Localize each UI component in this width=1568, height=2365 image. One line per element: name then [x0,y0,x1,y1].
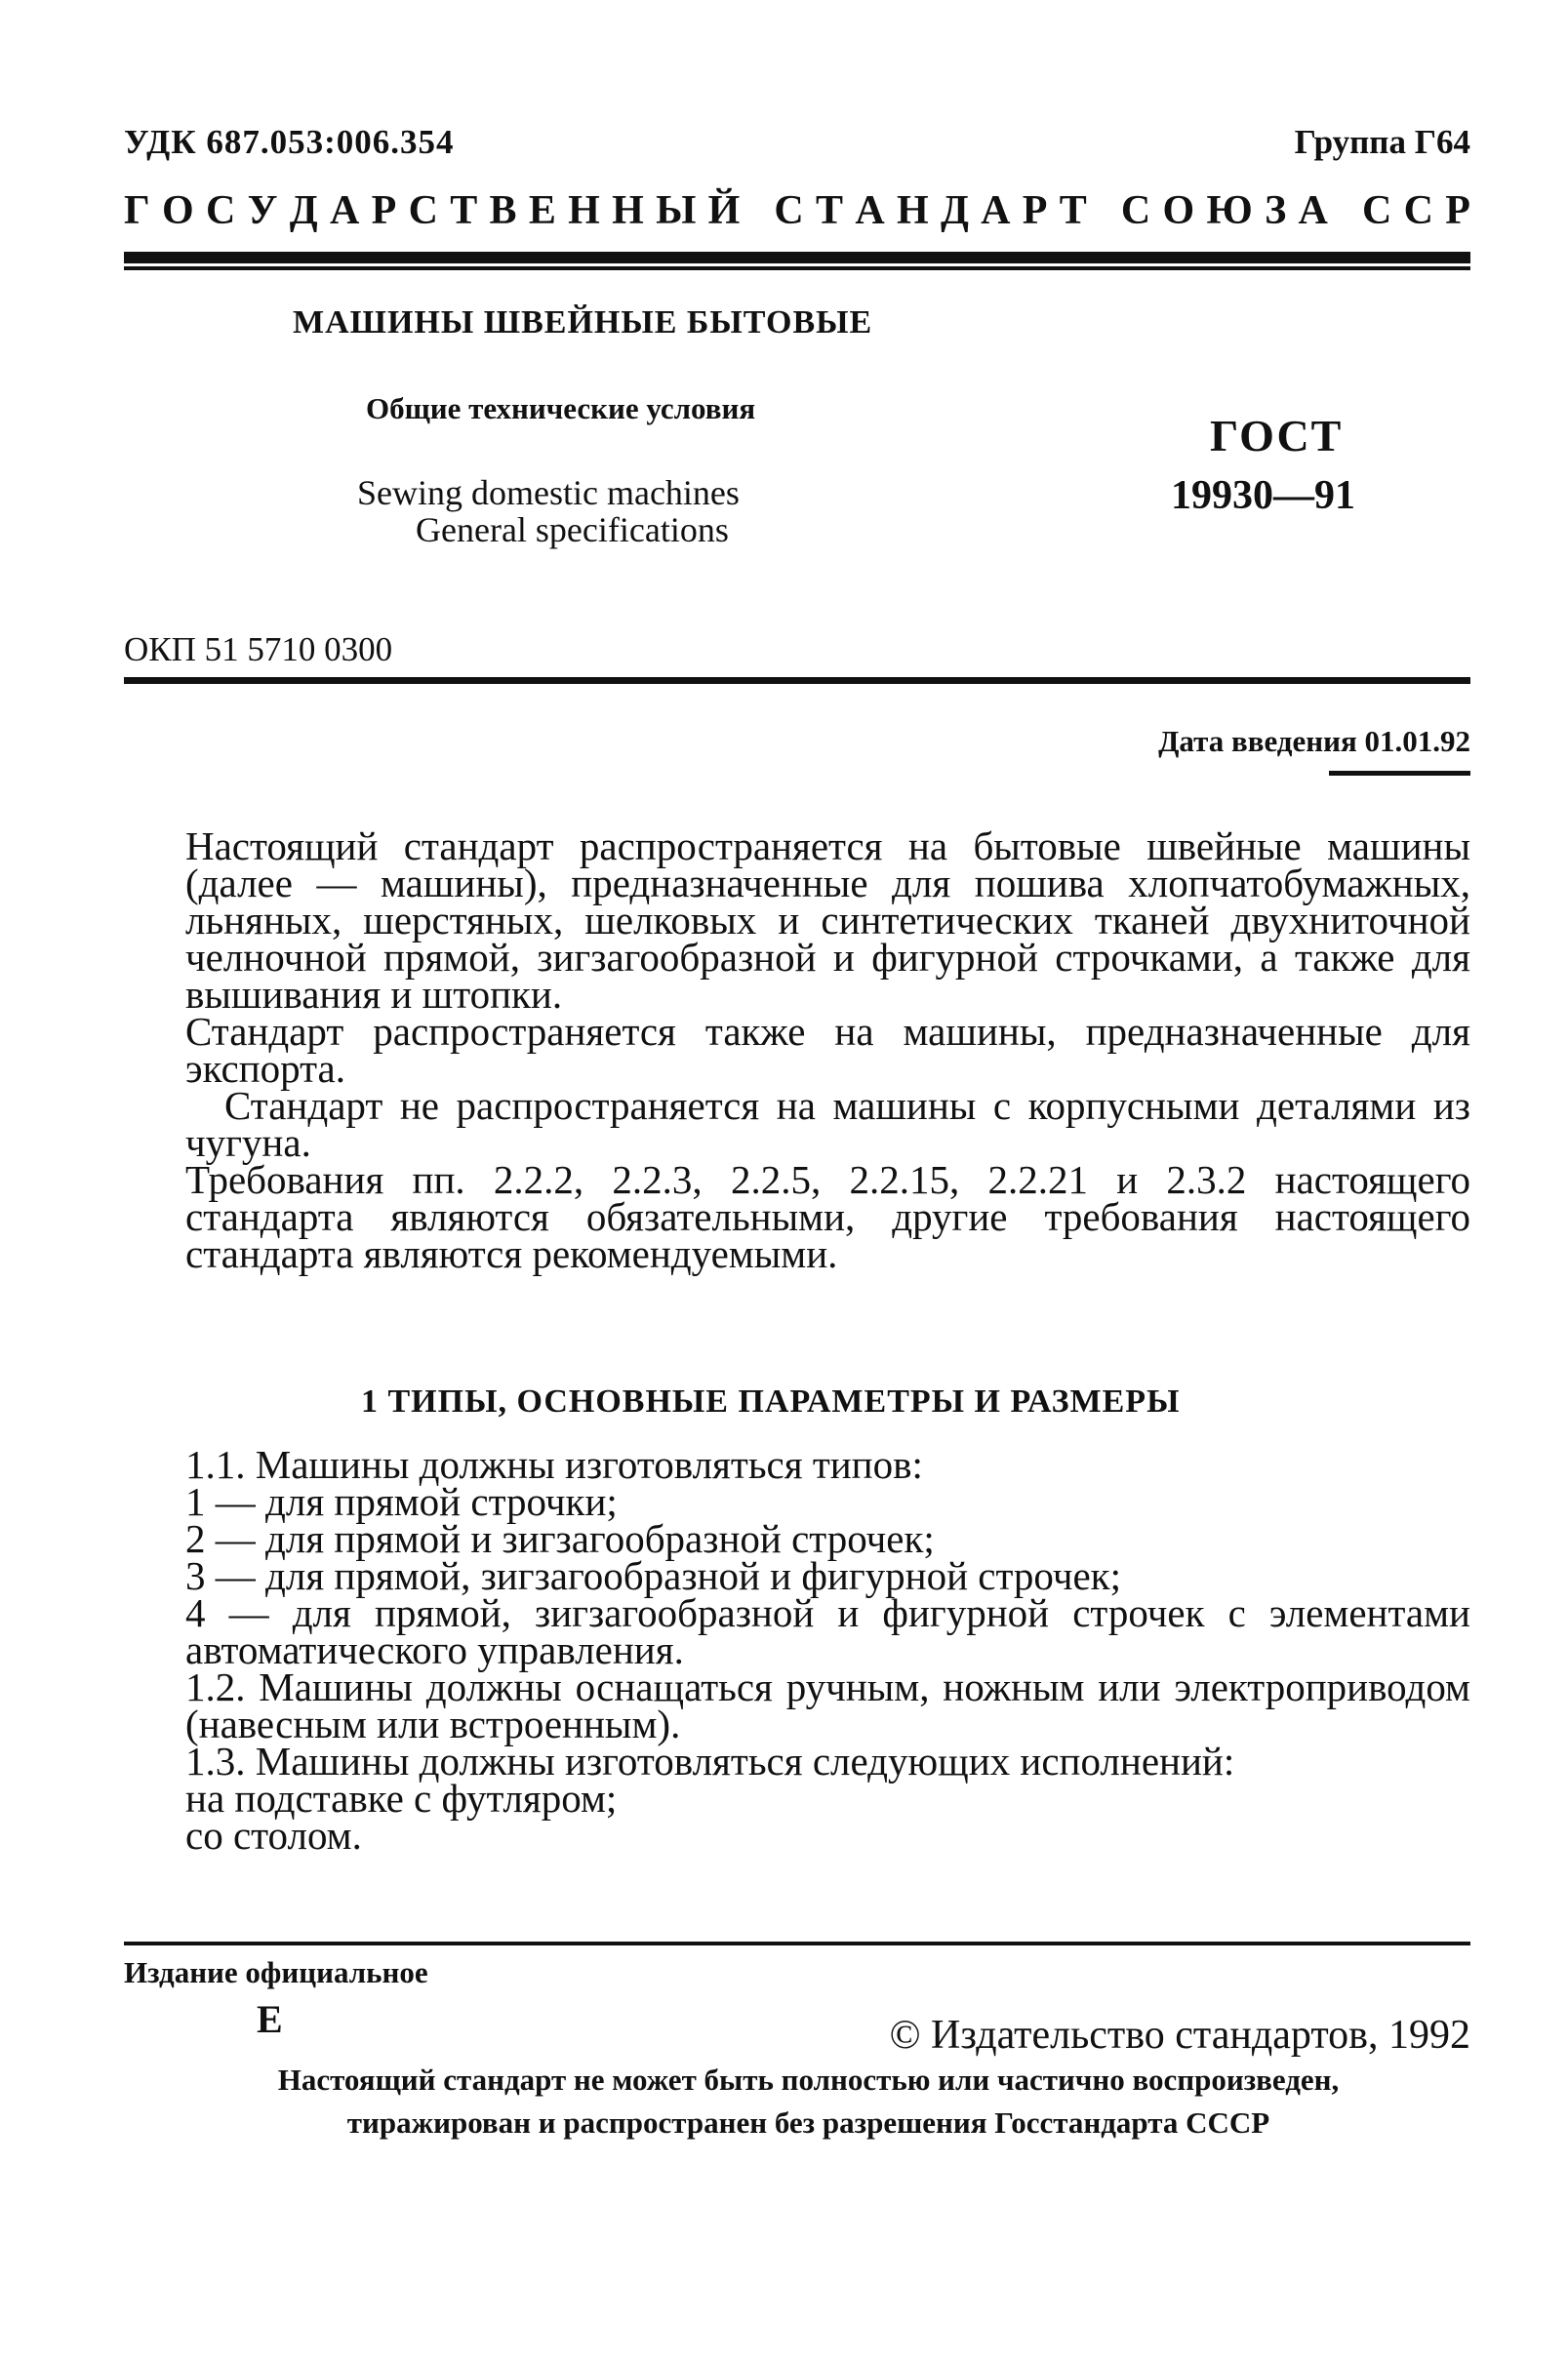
section-line: 2 — для прямой и зигзагообразной строчек; [185,1516,935,1561]
okp-divider [124,677,1470,684]
udk-code: УДК 687.053:006.354 [124,123,455,161]
heading-letter: Н [896,188,929,233]
section-line: со столом. [185,1813,362,1858]
heading-letter: Й [707,188,741,233]
heading-letter: Д [289,188,318,233]
heading-letter: Н [612,188,644,233]
introduction-date: Дата введения 01.01.92 [1158,724,1470,758]
okp-code: ОКП 51 5710 0300 [124,630,393,668]
heading-letter [752,187,763,234]
section-line: 1.3. Машины должны изготовляться следующих исполнений: [185,1739,1235,1784]
state-standard-heading [124,187,1470,234]
heading-letter: Е [528,188,556,233]
english-title-line1: Sewing domestic machines [357,473,740,512]
heading-letter: У [247,188,278,233]
section-line: 1.1. Машины должны изготовляться типов: [185,1442,923,1487]
document-subtitle: Общие технические условия [366,391,756,425]
heading-letter: Ы [656,188,697,233]
heading-letter: Г [124,188,150,233]
intro-section [185,823,1470,1276]
heading-letter: О [1162,188,1195,233]
footer-divider [124,1942,1470,1945]
heading-letter: Р [1022,188,1048,233]
intro-paragraph: Стандарт не распространяется на машины с корпусными деталями из чугуна. [185,1083,1470,1165]
heading-letter: С [1403,188,1433,233]
section-line: 1.2. Машины должны оснащаться ручным, ножным или электроприводом (навесным или встроенным). [185,1664,1470,1746]
heading-letter: Р [371,188,397,233]
heading-letter: А [855,188,885,233]
gost-number: 19930—91 [1171,473,1355,518]
header-divider-thick [124,252,1470,263]
reproduction-notice-line1: Настоящий стандарт не может быть полностью или частично воспроизведен, [277,2063,1340,2097]
heading-letter [1099,187,1109,234]
english-title-line2: General specifications [416,510,729,549]
heading-letter: Н [568,188,600,233]
heading-letter: А [329,188,360,233]
intro-paragraph: Требования пп. 2.2.2, 2.2.3, 2.2.5, 2.2.15, 2.2.21 и 2.3.2 настоящего стандарта являются обязательными, другие требования настоящего стандарта являются рекомендуемыми. [185,1157,1470,1276]
section-line: 4 — для прямой, зигзагообразной и фигурной строчек с элементами автоматического управления. [185,1590,1470,1672]
heading-letter: С [1361,188,1392,233]
edition-mark: Е [257,1997,283,2041]
heading-letter: С [1120,188,1151,233]
heading-letter: В [489,188,517,233]
heading-letter: З [1265,188,1287,233]
intro-paragraph: Настоящий стандарт распространяется на бытовые швейные машины (далее — машины), предназначенные для пошива хлопчатобумажных, льняных, шерстяных, шелковых и синтетических тканей двухниточной челночной прямой, зигзагообразной и фигурной строчками, а также для вышивания и штопки. [185,823,1470,1017]
heading-letter: С [774,188,804,233]
heading-letter: Ю [1206,188,1253,233]
header-divider-thin [124,266,1470,270]
document-title: МАШИНЫ ШВЕЙНЫЕ БЫТОВЫЕ [293,304,873,341]
heading-letter [1340,187,1350,234]
heading-letter: А [1298,188,1328,233]
section-line: на подставке с футляром; [185,1776,618,1821]
heading-letter: О [162,188,194,233]
gost-label: ГОСТ [1210,411,1344,461]
heading-letter: Р [1445,188,1470,233]
heading-letter: С [408,188,438,233]
section-line: 3 — для прямой, зигзагообразной и фигурной строчек; [185,1553,1121,1598]
header-row [124,123,1470,172]
intro-paragraph: Стандарт распространяется также на машины, предназначенные для экспорта. [185,1009,1470,1091]
heading-letter: Т [1059,188,1087,233]
heading-letter: А [981,188,1011,233]
heading-letter: С [206,188,236,233]
edition-label: Издание официальное [124,1955,428,1989]
heading-letter: Т [816,188,844,233]
reproduction-notice-line2: тиражирован и распространен без разрешения Госстандарта СССР [346,2105,1270,2140]
copyright-line: © Издательство стандартов, 1992 [889,2013,1470,2058]
section-title: 1 ТИПЫ, ОСНОВНЫЕ ПАРАМЕТРЫ И РАЗМЕРЫ [361,1383,1181,1420]
section1-body [185,1442,1470,1858]
date-underline [1329,771,1470,776]
heading-letter: Т [450,188,478,233]
heading-letter: Д [940,188,969,233]
section-line: 1 — для прямой строчки; [185,1479,618,1524]
group-code: Группа Г64 [1294,123,1470,161]
